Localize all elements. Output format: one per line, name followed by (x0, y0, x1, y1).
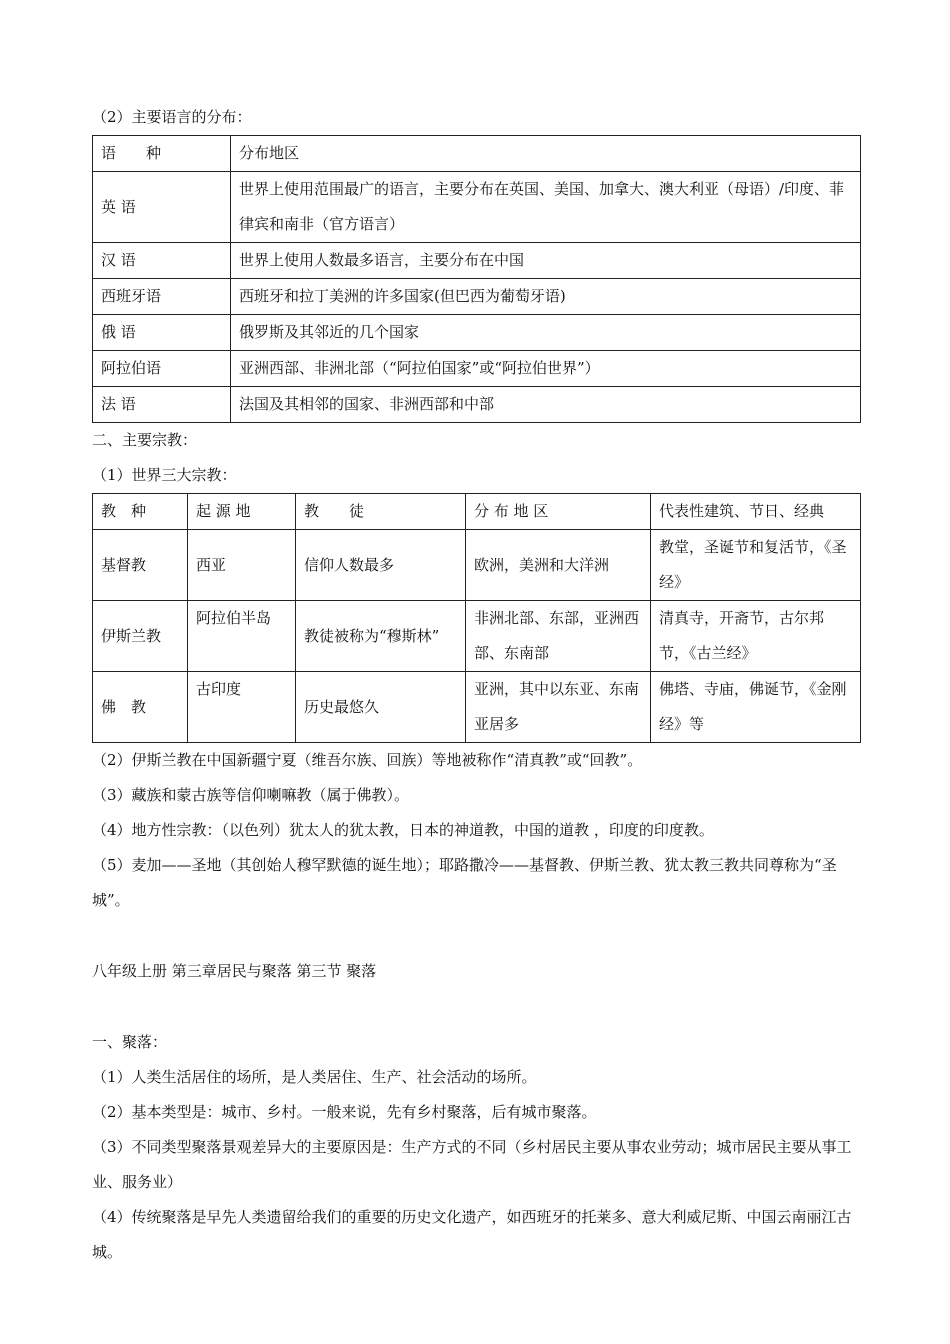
origin-cell: 西亚 (188, 530, 296, 601)
note-item: （4）地方性宗教：（以色列）犹太人的犹太教，日本的神道教，中国的道教 ，印度的印度教。 (92, 821, 714, 839)
header-cell: 分 布 地 区 (466, 494, 651, 530)
religion-name-cell: 伊斯兰教 (93, 601, 188, 672)
region-cell: 世界上使用范围最广的语言，主要分布在英国、美国、加拿大、澳大利亚（母语）/印度、菲律宾和南非（官方语言） (231, 172, 861, 243)
document-page (92, 100, 862, 1270)
region-cell: 亚洲西部、非洲北部（“阿拉伯国家”或“阿拉伯世界”） (231, 351, 861, 387)
language-cell: 法 语 (93, 387, 231, 423)
settlement-point: （2）基本类型是：城市、乡村。一般来说，先有乡村聚落，后有城市聚落。 (92, 1103, 597, 1121)
religion-name-cell: 基督教 (93, 530, 188, 601)
origin-cell: 古印度 (188, 672, 296, 743)
table-header-row (93, 494, 861, 530)
settlement-heading: 一、聚落： (92, 1033, 168, 1051)
table-row (93, 243, 861, 279)
header-cell: 语 种 (93, 136, 231, 172)
region-cell: 非洲北部、东部，亚洲西部、东南部 (466, 601, 651, 672)
settlement-point: （4）传统聚落是早先人类遗留给我们的重要的历史文化遗产，如西班牙的托莱多、意大利威尼斯、中国云南丽江古城。 (92, 1208, 852, 1261)
region-cell: 亚洲，其中以东亚、东南亚居多 (466, 672, 651, 743)
table-row (93, 601, 861, 672)
chapter-title: 八年级上册 第三章居民与聚落 第三节 聚落 (92, 962, 377, 980)
table-row (93, 172, 861, 243)
note-item: （3）藏族和蒙古族等信仰喇嘛教（属于佛教）。 (92, 786, 410, 804)
language-intro: （2）主要语言的分布： (92, 108, 252, 126)
language-cell: 阿拉伯语 (93, 351, 231, 387)
religion-name-cell: 佛 教 (93, 672, 188, 743)
language-table (92, 135, 861, 423)
religion-table (92, 493, 861, 743)
region-cell: 欧洲，美洲和大洋洲 (466, 530, 651, 601)
header-cell: 教 种 (93, 494, 188, 530)
language-cell: 俄 语 (93, 315, 231, 351)
symbols-cell: 教堂，圣诞节和复活节，《圣经》 (651, 530, 861, 601)
followers-cell: 信仰人数最多 (296, 530, 466, 601)
religion-intro: （1）世界三大宗教： (92, 466, 237, 484)
settlement-point: （3）不同类型聚落景观差异大的主要原因是：生产方式的不同（乡村居民主要从事农业劳动；城市居民主要从事工业、服务业） (92, 1138, 852, 1191)
followers-cell: 历史最悠久 (296, 672, 466, 743)
region-cell: 俄罗斯及其邻近的几个国家 (231, 315, 861, 351)
table-row (93, 530, 861, 601)
symbols-cell: 佛塔、寺庙，佛诞节，《金刚经》等 (651, 672, 861, 743)
table-row (93, 387, 861, 423)
table-header-row (93, 136, 861, 172)
table-row (93, 672, 861, 743)
table-row (93, 351, 861, 387)
religion-heading: 二、主要宗教： (92, 431, 198, 449)
language-cell: 英 语 (93, 172, 231, 243)
origin-cell: 阿拉伯半岛 (188, 601, 296, 672)
language-cell: 西班牙语 (93, 279, 231, 315)
symbols-cell: 清真寺，开斋节，古尔邦节，《古兰经》 (651, 601, 861, 672)
table-row (93, 315, 861, 351)
header-cell: 起 源 地 (188, 494, 296, 530)
region-cell: 西班牙和拉丁美洲的许多国家(但巴西为葡萄牙语) (231, 279, 861, 315)
note-item: （5）麦加——圣地（其创始人穆罕默德的诞生地）；耶路撒冷——基督教、伊斯兰教、犹太教三教共同尊称为“圣城”。 (92, 856, 837, 909)
language-cell: 汉 语 (93, 243, 231, 279)
region-cell: 世界上使用人数最多语言，主要分布在中国 (231, 243, 861, 279)
region-cell: 法国及其相邻的国家、非洲西部和中部 (231, 387, 861, 423)
header-cell: 代表性建筑、节日、经典 (651, 494, 861, 530)
followers-cell: 教徒被称为“穆斯林” (296, 601, 466, 672)
header-cell: 分布地区 (231, 136, 861, 172)
settlement-point: （1）人类生活居住的场所，是人类居住、生产、社会活动的场所。 (92, 1068, 537, 1086)
header-cell: 教 徒 (296, 494, 466, 530)
table-row (93, 279, 861, 315)
note-item: （2）伊斯兰教在中国新疆宁夏（维吾尔族、回族）等地被称作“清真教”或“回教”。 (92, 751, 643, 769)
